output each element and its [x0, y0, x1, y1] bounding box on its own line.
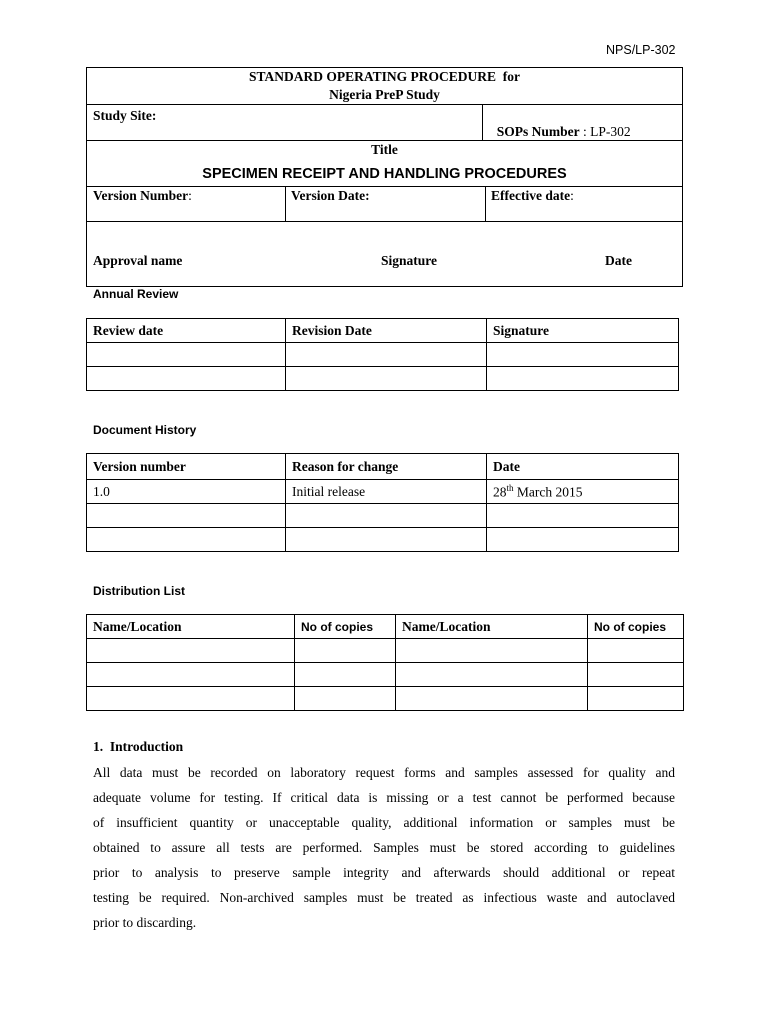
date-cell: 28th March 2015: [487, 480, 679, 504]
column-header-reason-for-change: Reason for change: [286, 454, 487, 480]
approval-name-label: Approval name: [93, 253, 183, 268]
table-row: [87, 504, 679, 528]
sops-number-label: SOPs Number: [496, 124, 580, 139]
paragraph-line: testing be required. Non-archived samples must be treated as infectious waste and autoclaved: [93, 890, 675, 905]
version-cell: [87, 528, 286, 552]
annual-review-table: [86, 318, 679, 391]
table-cell: [588, 639, 684, 663]
effective-date-label: Effective date: [491, 188, 571, 203]
effective-date-colon: :: [570, 188, 574, 203]
section-title: Introduction: [109, 739, 184, 754]
section-number: 1.: [93, 739, 104, 754]
divider: [86, 221, 683, 222]
reason-cell: [286, 504, 487, 528]
column-header-version-number: Version number: [87, 454, 286, 480]
column-header-no-of-copies: No of copies: [588, 615, 684, 639]
table-row: [87, 367, 679, 391]
table-cell: [295, 687, 396, 711]
table-cell: [87, 687, 295, 711]
table-cell: [396, 663, 588, 687]
paragraph-line: prior to analysis to preserve sample integrity and afterwards should additional or repeat: [93, 865, 675, 880]
sop-title-line2: Nigeria PreP Study: [329, 87, 440, 102]
study-site-label: Study Site:: [93, 108, 157, 123]
divider: [485, 186, 486, 221]
table-row: [87, 480, 679, 504]
table-row: [87, 663, 684, 687]
distribution-list-table: [86, 614, 684, 711]
version-number-label: Version Number: [93, 188, 189, 203]
table-cell: [588, 663, 684, 687]
column-header-no-of-copies: No of copies: [295, 615, 396, 639]
table-row: [87, 639, 684, 663]
paragraph-line: of insufficient quantity or unacceptable quality, additional information or samples must be: [93, 815, 675, 830]
reason-cell: Initial release: [286, 480, 487, 504]
divider: [482, 104, 483, 140]
table-cell: [588, 687, 684, 711]
column-header-review-date: Review date: [87, 319, 286, 343]
table-cell: [286, 367, 487, 391]
table-cell: [396, 687, 588, 711]
table-row: [87, 528, 679, 552]
table-row: [87, 343, 679, 367]
column-header-revision-date: Revision Date: [286, 319, 487, 343]
date-label: Date: [605, 253, 632, 268]
paragraph-line: obtained to assure all tests are performed. Samples must be stored according to guidelines: [93, 840, 675, 855]
sop-document-title: SPECIMEN RECEIPT AND HANDLING PROCEDURES: [202, 166, 567, 182]
version-number-field: [93, 188, 192, 204]
distribution-list-heading: Distribution List: [93, 584, 185, 598]
version-cell: 1.0: [87, 480, 286, 504]
reason-cell: [286, 528, 487, 552]
table-header-row: [87, 615, 684, 639]
date-cell: [487, 504, 679, 528]
date-cell: [487, 528, 679, 552]
document-code: NPS/LP-302: [606, 43, 676, 57]
table-cell: [295, 663, 396, 687]
divider: [86, 140, 683, 141]
table-cell: [87, 663, 295, 687]
divider: [285, 186, 286, 221]
annual-review-heading: Annual Review: [93, 287, 179, 301]
effective-date-field: [491, 188, 574, 204]
table-row: [87, 687, 684, 711]
column-header-signature: Signature: [487, 319, 679, 343]
title-label: Title: [371, 142, 398, 157]
table-cell: [295, 639, 396, 663]
table-cell: [396, 639, 588, 663]
section-heading-introduction: [93, 739, 183, 755]
paragraph-line: prior to discarding.: [93, 915, 197, 930]
sops-number-value: : LP-302: [579, 124, 631, 139]
version-number-colon: :: [188, 188, 192, 203]
table-header-row: [87, 319, 679, 343]
table-header-row: [87, 454, 679, 480]
paragraph-line: All data must be recorded on laboratory request forms and samples assessed for quality and: [93, 765, 675, 780]
divider: [86, 104, 683, 105]
document-history-table: [86, 453, 679, 552]
column-header-name-location: Name/Location: [396, 615, 588, 639]
table-cell: [87, 343, 286, 367]
table-cell: [487, 343, 679, 367]
introduction-paragraph: [93, 760, 675, 935]
document-history-heading: Document History: [93, 423, 197, 437]
table-cell: [87, 367, 286, 391]
divider: [86, 186, 683, 187]
version-date-label: Version Date:: [291, 188, 370, 203]
column-header-date: Date: [487, 454, 679, 480]
paragraph-line: adequate volume for testing. If critical data is missing or a test cannot be performed because: [93, 790, 675, 805]
sop-title-line1: STANDARD OPERATING PROCEDURE for: [248, 69, 520, 84]
table-cell: [286, 343, 487, 367]
table-cell: [487, 367, 679, 391]
sops-number: [490, 108, 631, 140]
version-cell: [87, 504, 286, 528]
table-cell: [87, 639, 295, 663]
column-header-name-location: Name/Location: [87, 615, 295, 639]
signature-label: Signature: [381, 253, 438, 268]
